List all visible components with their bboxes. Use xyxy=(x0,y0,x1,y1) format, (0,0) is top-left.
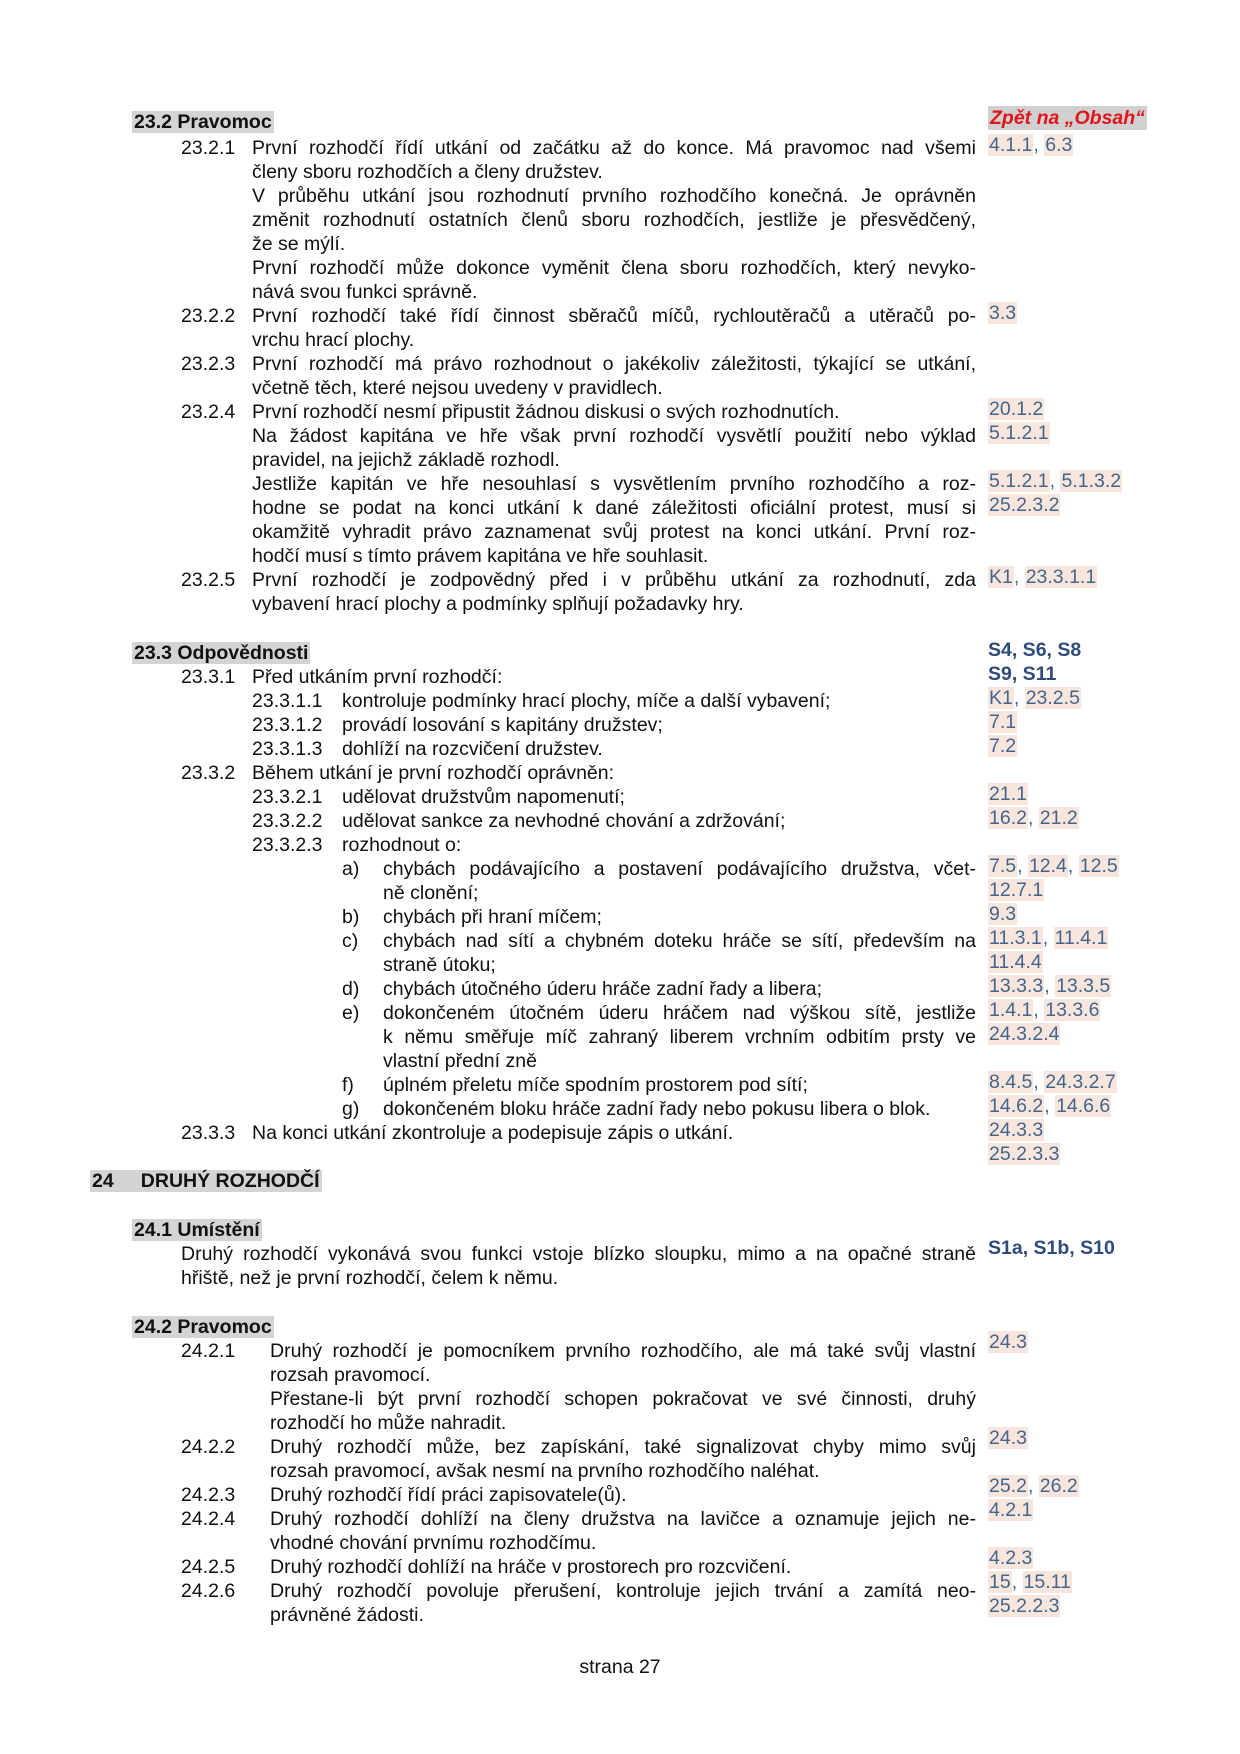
reference-link[interactable]: 9.3 xyxy=(989,903,1017,925)
reference-link[interactable]: 24.3 xyxy=(989,1427,1027,1449)
para-line: Na konci utkání zkontroluje a podepisuje zápis o utkání. xyxy=(252,1122,734,1144)
para-line: Druhý rozhodčí řídí práci zapisovatele(ů). xyxy=(270,1484,627,1506)
reference-link[interactable]: 11.4.4 xyxy=(989,951,1042,973)
para-line: hodne se podat na konci utkání k dané záležitosti oficiální protest, musí si xyxy=(252,497,976,519)
rule-reference[interactable]: K1, 23.3.1.1 xyxy=(989,566,1097,588)
reference-link[interactable]: 25.2.2.3 xyxy=(989,1595,1060,1617)
sub-text: dohlíží na rozcvičení družstev. xyxy=(342,738,603,760)
para-line: Na žádost kapitána ve hře však první rozhodčí vysvětlí použití nebo výklad xyxy=(252,425,976,447)
para-number: 23.3.3 xyxy=(181,1122,236,1144)
para-line: První rozhodčí nesmí připustit žádnou diskusi o svých rozhodnutích. xyxy=(252,401,840,423)
sub-text: udělovat družstvům napomenutí; xyxy=(342,786,625,808)
reference-link[interactable]: 20.1.2 xyxy=(989,398,1044,420)
item-letter: d) xyxy=(342,978,360,1000)
reference-link[interactable]: 26.2 xyxy=(1039,1475,1078,1497)
reference-link[interactable]: K1 xyxy=(989,566,1013,588)
item-letter: g) xyxy=(342,1098,360,1120)
signal-reference[interactable]: S4, S6, S8 xyxy=(988,639,1082,661)
item-line: straně útoku; xyxy=(383,954,496,976)
sub-number: 23.3.1.1 xyxy=(252,690,323,712)
para-line: změnit rozhodnutí ostatních členů sboru rozhodčích, jestliže je přesvědčený, xyxy=(252,209,976,231)
rule-reference[interactable]: 25.2, 26.2 xyxy=(989,1475,1078,1497)
reference-link[interactable]: 7.1 xyxy=(989,711,1017,733)
para-line: První rozhodčí také řídí činnost sběračů míčů, rychloutěračů a utěračů po- xyxy=(252,305,976,327)
para-number: 24.2.1 xyxy=(181,1340,236,1362)
reference-link[interactable]: 7.2 xyxy=(989,735,1017,757)
para-line: Druhý rozhodčí dohlíží na hráče v prostorech pro rozcvičení. xyxy=(270,1556,792,1578)
para-line: že se mýlí. xyxy=(252,233,346,255)
sub-text: kontroluje podmínky hrací plochy, míče a další vybavení; xyxy=(342,690,831,712)
rule-reference[interactable] xyxy=(988,710,1017,734)
para-line: vybavení hrací plochy a podmínky splňují požadavky hry. xyxy=(252,593,744,615)
para-line: Jestliže kapitán ve hře nesouhlasí s vysvětlením prvního rozhodčího a roz- xyxy=(252,473,976,495)
rule-reference[interactable] xyxy=(988,1330,1028,1354)
para-number: 24.2.5 xyxy=(181,1556,236,1578)
reference-link[interactable]: 12.5 xyxy=(1079,855,1118,877)
para-line: rozsah pravomocí. xyxy=(270,1364,431,1386)
para-line: Druhý rozhodčí je pomocníkem prvního rozhodčího, ale má také svůj vlastní xyxy=(270,1340,976,1362)
rule-reference[interactable]: 1.4.1, 13.3.6 xyxy=(989,999,1100,1021)
para-number: 24.2.4 xyxy=(181,1508,236,1530)
reference-link[interactable]: 21.2 xyxy=(1039,807,1078,829)
item-letter: b) xyxy=(342,906,360,928)
para-line: Druhý rozhodčí dohlíží na členy družstva na lavičce a oznamuje jejich ne- xyxy=(270,1508,976,1530)
rule-reference[interactable] xyxy=(988,902,1017,926)
rule-reference[interactable]: 11.3.1, 11.4.1 xyxy=(989,927,1108,949)
reference-link[interactable]: 11.4.1 xyxy=(1054,927,1108,949)
para-number: 24.2.6 xyxy=(181,1580,236,1602)
reference-link[interactable]: 13.3.3 xyxy=(989,975,1044,997)
rule-reference[interactable]: 8.4.5, 24.3.2.7 xyxy=(989,1071,1116,1093)
item-line: k němu směřuje míč zahraný liberem vrchním odbitím prsty ve xyxy=(383,1026,976,1048)
rule-reference[interactable] xyxy=(988,734,1017,758)
para-line: V průběhu utkání jsou rozhodnutí prvního rozhodčího konečná. Je oprávněn xyxy=(252,185,976,207)
sub-number: 23.3.1.3 xyxy=(252,738,323,760)
rule-reference[interactable] xyxy=(988,421,1050,445)
item-letter: e) xyxy=(342,1002,360,1024)
rule-reference[interactable] xyxy=(988,1142,1060,1166)
rule-reference[interactable]: K1, 23.2.5 xyxy=(989,687,1080,709)
item-line: chybách nad sítí a chybném doteku hráče se sítí, především na xyxy=(383,930,976,952)
reference-link[interactable]: 6.3 xyxy=(1045,134,1073,156)
reference-link[interactable]: 13.3.6 xyxy=(1045,999,1100,1021)
reference-link[interactable]: 12.7.1 xyxy=(989,879,1044,901)
para-number: 24.2.3 xyxy=(181,1484,236,1506)
reference-link[interactable]: 4.2.1 xyxy=(989,1499,1033,1521)
signal-reference[interactable]: S1a, S1b, S10 xyxy=(988,1237,1115,1259)
chapter-heading-24: 24 DRUHÝ ROZHODČÍ xyxy=(92,1170,320,1192)
para-line: rozsah pravomocí, avšak nesmí na prvního rozhodčího naléhat. xyxy=(270,1460,820,1482)
para-line: pravidel, na jejichž základě rozhodl. xyxy=(252,449,560,471)
para-line: hodčí musí s tímto právem kapitána ve hře souhlasit. xyxy=(252,545,709,567)
para-line: Druhý rozhodčí může, bez zapískání, také signalizovat chyby mimo svůj xyxy=(270,1436,976,1458)
para-line: vhodné chování prvnímu rozhodčímu. xyxy=(270,1532,597,1554)
rule-reference[interactable] xyxy=(988,1498,1033,1522)
sub-number: 23.3.1.2 xyxy=(252,714,323,736)
reference-link[interactable]: 25.2.3.2 xyxy=(989,494,1060,516)
sub-text: provádí losování s kapitány družstev; xyxy=(342,714,663,736)
item-line: dokončeném útočném úderu hráčem nad výškou sítě, jestliže xyxy=(383,1002,976,1024)
para-line: okamžitě vyhradit právo zaznamenat svůj protest na konci utkání. První roz- xyxy=(252,521,976,543)
reference-link[interactable]: 25.2 xyxy=(989,1475,1027,1497)
para-line: nává svou funkci správně. xyxy=(252,281,478,303)
rule-reference[interactable] xyxy=(988,301,1017,325)
reference-link[interactable]: 14.6.2 xyxy=(989,1095,1044,1117)
reference-link[interactable]: 5.1.3.2 xyxy=(1061,470,1122,492)
rule-reference[interactable] xyxy=(988,1594,1060,1618)
reference-link[interactable]: 4.2.3 xyxy=(989,1547,1033,1569)
para-line: První rozhodčí má právo rozhodnout o jakékoliv záležitosti, týkající se utkání, xyxy=(252,353,976,375)
para-line: Přestane-li být první rozhodčí schopen pokračovat ve své činnosti, druhý xyxy=(270,1388,976,1410)
rule-reference[interactable]: 7.5, 12.4, 12.5 xyxy=(989,855,1118,877)
para-line: Během utkání je první rozhodčí oprávněn: xyxy=(252,762,615,784)
rule-reference[interactable] xyxy=(988,1022,1060,1046)
reference-link[interactable]: 16.2 xyxy=(989,807,1027,829)
section-heading-24-2: 24.2 Pravomoc xyxy=(134,1316,272,1338)
section-heading-23-2: 23.2 Pravomoc xyxy=(134,111,272,133)
item-letter: c) xyxy=(342,930,359,952)
back-to-contents-link[interactable]: Zpět na „Obsah“ xyxy=(990,107,1145,129)
para-number: 24.2.2 xyxy=(181,1436,236,1458)
rule-reference[interactable]: 13.3.3, 13.3.5 xyxy=(989,975,1111,997)
item-letter: a) xyxy=(342,858,360,880)
rule-reference[interactable]: 14.6.2, 14.6.6 xyxy=(989,1095,1111,1117)
sub-number: 23.3.2.2 xyxy=(252,810,323,832)
item-line: dokončeném bloku hráče zadní řady nebo pokusu libera o blok. xyxy=(383,1098,931,1120)
rule-reference[interactable] xyxy=(988,1546,1033,1570)
para-number: 23.3.2 xyxy=(181,762,236,784)
section-heading-23-3: 23.3 Odpovědnosti xyxy=(134,642,309,664)
item-line: vlastní přední zně xyxy=(383,1050,537,1072)
reference-link[interactable]: 11.3.1 xyxy=(989,927,1042,949)
para-line: Druhý rozhodčí vykonává svou funkci vstoje blízko sloupku, mimo a na opačné straně xyxy=(181,1243,976,1265)
para-line: členy sboru rozhodčích a členy družstev. xyxy=(252,161,603,183)
reference-link[interactable]: 12.4 xyxy=(1028,855,1067,877)
reference-link[interactable]: 7.5 xyxy=(989,855,1017,877)
reference-link[interactable]: 23.2.5 xyxy=(1025,687,1080,709)
rule-reference[interactable]: 5.1.2.1, 5.1.3.2 xyxy=(989,470,1122,492)
para-line: právněné žádosti. xyxy=(270,1604,424,1626)
reference-link[interactable]: 3.3 xyxy=(989,302,1017,324)
sub-text: rozhodnout o: xyxy=(342,834,462,856)
reference-link[interactable]: 15.11 xyxy=(1023,1571,1071,1593)
reference-link[interactable]: 13.3.5 xyxy=(1056,975,1111,997)
reference-link[interactable]: 25.2.3.3 xyxy=(989,1143,1060,1165)
item-line: chybách útočného úderu hráče zadní řady a libera; xyxy=(383,978,823,1000)
rule-reference[interactable] xyxy=(988,878,1044,902)
para-line: První rozhodčí řídí utkání od začátku až do konce. Má pravomoc nad všemi xyxy=(252,137,976,159)
reference-link[interactable]: K1 xyxy=(989,687,1013,709)
reference-link[interactable]: 14.6.6 xyxy=(1056,1095,1111,1117)
item-line: chybách podávajícího a postavení podávajícího družstva, včet- xyxy=(383,858,976,880)
rule-reference[interactable]: 16.2, 21.2 xyxy=(989,807,1078,829)
para-line: První rozhodčí může dokonce vyměnit člena sboru rozhodčích, který nevyko- xyxy=(252,257,976,279)
reference-link[interactable]: 8.4.5 xyxy=(989,1071,1033,1093)
section-heading-24-1: 24.1 Umístění xyxy=(134,1219,260,1241)
rule-reference[interactable] xyxy=(988,1426,1028,1450)
rule-reference[interactable] xyxy=(988,493,1060,517)
item-line: chybách při hraní míčem; xyxy=(383,906,602,928)
para-line: První rozhodčí je zodpovědný před i v průběhu utkání za rozhodnutí, zda xyxy=(252,569,976,591)
reference-link[interactable]: 24.3.2.4 xyxy=(989,1023,1060,1045)
para-line: hřiště, než je první rozhodčí, čelem k němu. xyxy=(181,1267,559,1289)
item-letter: f) xyxy=(342,1074,354,1096)
reference-link[interactable]: 23.3.1.1 xyxy=(1025,566,1097,588)
reference-link[interactable]: 1.4.1 xyxy=(989,999,1033,1021)
para-number: 23.2.2 xyxy=(181,305,236,327)
rule-reference[interactable] xyxy=(988,1118,1044,1142)
reference-link[interactable]: 24.3.3 xyxy=(989,1119,1044,1141)
sub-number: 23.3.2.3 xyxy=(252,834,323,856)
reference-link[interactable]: 5.1.2.1 xyxy=(989,422,1049,444)
rule-reference[interactable] xyxy=(988,397,1044,421)
para-number: 23.2.5 xyxy=(181,569,236,591)
para-line: Před utkáním první rozhodčí: xyxy=(252,666,503,688)
para-number: 23.2.3 xyxy=(181,353,236,375)
reference-link[interactable]: 5.1.2.1 xyxy=(989,470,1049,492)
reference-link[interactable]: 21.1 xyxy=(989,783,1027,805)
item-line: ně clonění; xyxy=(383,882,479,904)
para-line: rozhodčí ho může nahradit. xyxy=(270,1412,507,1434)
para-number: 23.3.1 xyxy=(181,666,236,688)
para-line: Druhý rozhodčí povoluje přerušení, kontroluje jejich trvání a zamítá neo- xyxy=(270,1580,976,1602)
rule-reference[interactable] xyxy=(988,782,1028,806)
page-number: strana 27 xyxy=(579,1656,661,1678)
para-line: vrchu hrací plochy. xyxy=(252,329,415,351)
para-number: 23.2.4 xyxy=(181,401,236,423)
sub-text: udělovat sankce za nevhodné chování a zdržování; xyxy=(342,810,786,832)
rule-reference[interactable]: 15, 15.11 xyxy=(989,1571,1071,1593)
rule-reference[interactable] xyxy=(988,950,1043,974)
para-number: 23.2.1 xyxy=(181,137,236,159)
reference-link[interactable]: 4.1.1 xyxy=(989,134,1033,156)
sub-number: 23.3.2.1 xyxy=(252,786,323,808)
reference-link[interactable]: 24.3.2.7 xyxy=(1045,1071,1116,1093)
signal-reference[interactable]: S9, S11 xyxy=(988,663,1057,685)
item-line: úplném přeletu míče spodním prostorem pod sítí; xyxy=(383,1074,808,1096)
rule-reference[interactable]: 4.1.1, 6.3 xyxy=(989,134,1073,156)
reference-link[interactable]: 15 xyxy=(989,1571,1011,1593)
para-line: včetně těch, které nejsou uvedeny v pravidlech. xyxy=(252,377,663,399)
reference-link[interactable]: 24.3 xyxy=(989,1331,1027,1353)
